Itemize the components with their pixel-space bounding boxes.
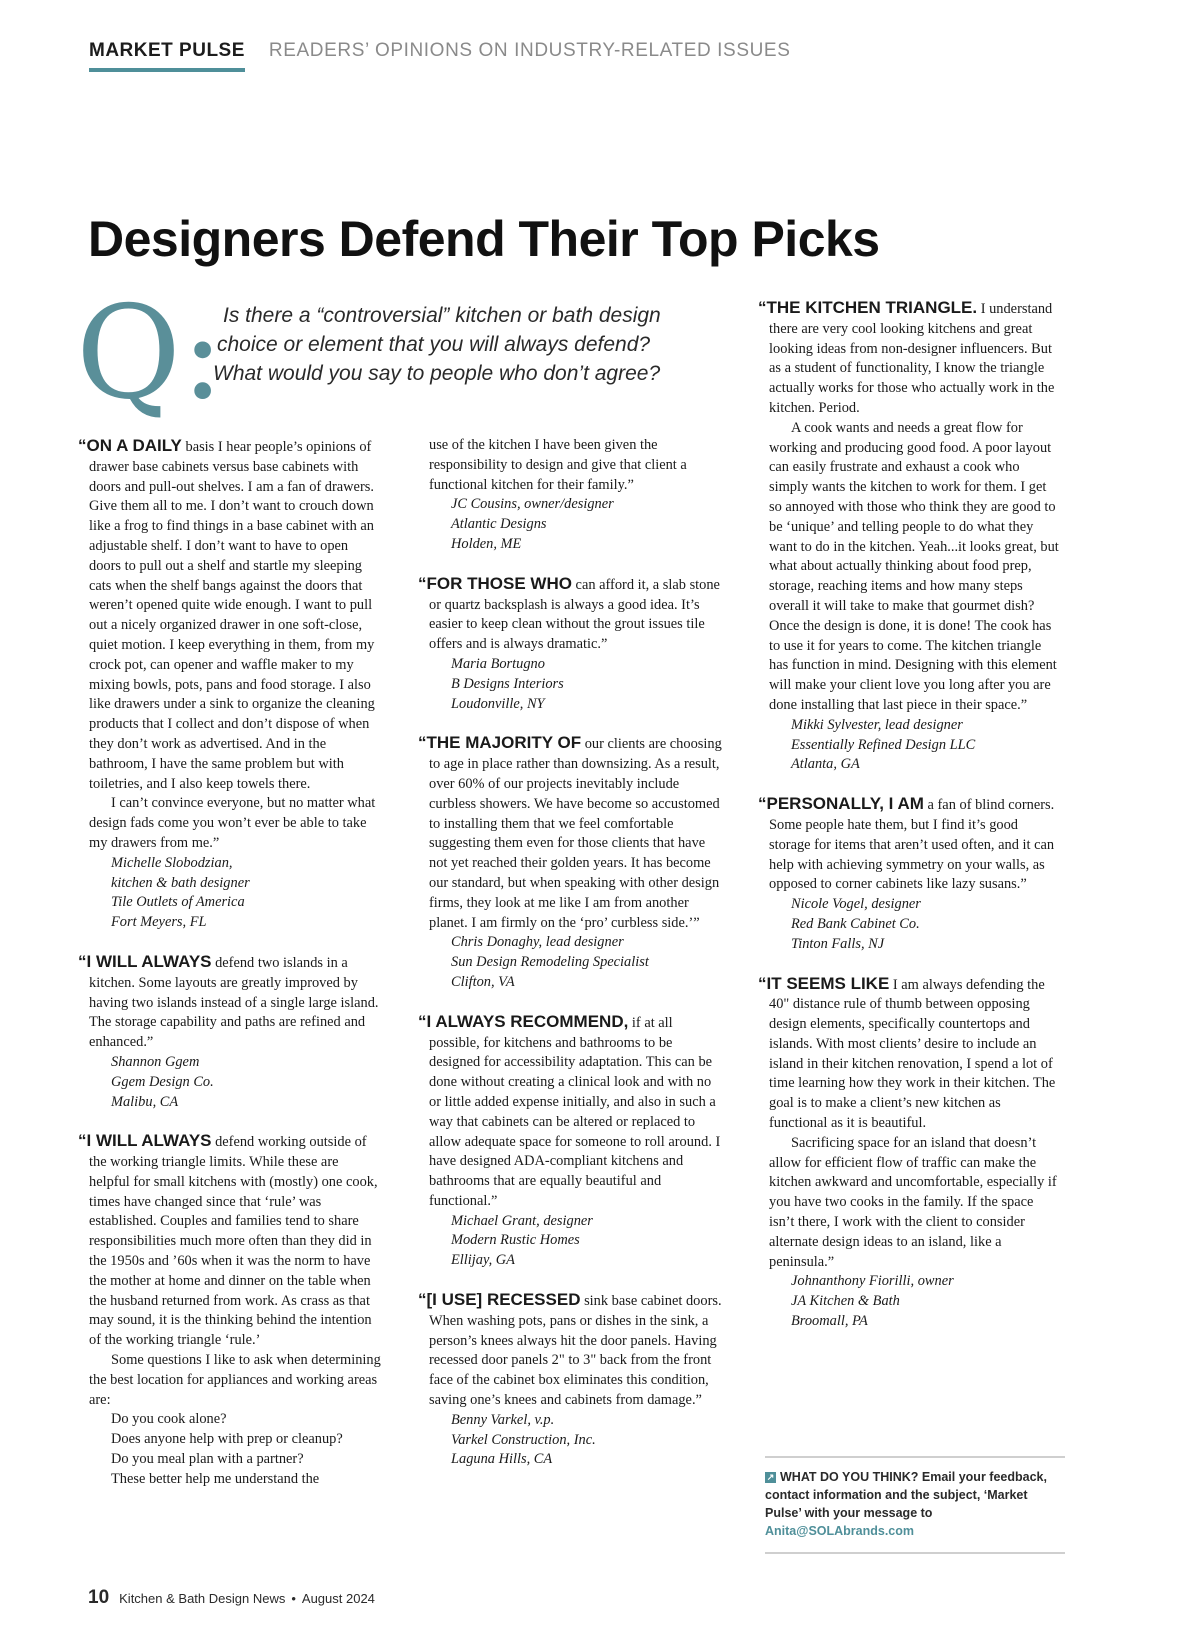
feedback-text: Email your feedback, contact information and the subject, ‘Market Pulse’ with your message to [765,1470,1047,1520]
quote-lead: “THE MAJORITY OF [418,733,582,753]
quote-body: Some questions I like to ask when determining the best location for appliances and working areas are: [89,1352,381,1408]
quote-lead: “[I USE] RECESSED [418,1290,581,1310]
feedback-email-link[interactable]: Anita@SOLAbrands.com [765,1524,915,1538]
quote-body: I can’t convince everyone, but no matter what design fads come you won’t ever be able to take my drawers from me.” [89,795,376,851]
quote-block [418,1012,722,1271]
attribution-line: Johnanthony Fiorilli, owner [791,1273,954,1290]
quote-lead: “I WILL ALWAYS [78,951,212,971]
attribution-line: Ggem Design Co. [111,1073,214,1090]
quote-block [418,574,722,715]
quote-attribution [78,854,382,933]
attribution-line: Laguna Hills, CA [451,1451,553,1468]
quote-lead: “FOR THOSE WHO [418,573,572,593]
attribution-line: Tinton Falls, NJ [791,935,885,952]
attribution-line: Holden, ME [451,535,522,552]
footer-separator: • [291,1591,296,1606]
question-line: Is there a “controversial” kitchen or bath design [223,304,661,327]
page-number: 10 [88,1587,110,1608]
quote-block [758,974,1062,1332]
publication-name: Kitchen & Bath Design News [119,1591,286,1606]
quote-block [78,436,382,933]
quote-body: A cook wants and needs a great flow for working and producing good food. A poor layout can easily frustrate and exhaust a cook who simply wants the kitchen to work for them. I get so annoyed with those who think they are good to be ‘unique’ and telling people to do what they want to do in the kitchen. Yeah...it looks great, but what about actually thinking about food prep, storage, reaching items and how many steps overall it will take to make that gourmet dish? Once the design is done, it is done! The cook has to use it for years to come. The kitchen triangle has function in mind. Designing with this element will make your client love you long after you are done installing that last piece in their space.” [769,419,1059,713]
quote-body: our clients are choosing to age in place rather than downsizing. As a result, over 60% of our projects inevitably include curbless showers. We have become so accustomed to installing them that we feel comfortable suggesting them even for those clients that have not yet reached their golden years. It has become our standard, but when speaking with other design firms, they look at me like I am from another planet. I am firmly on the ‘pro’ curbless side.’” [429,736,722,931]
attribution-line: kitchen & bath designer [111,874,250,891]
quote-body: can afford it, a slab stone or quartz backsplash is always a good idea. It’s easier to keep clean without the grout issues tile offers and is always dramatic.” [429,576,720,653]
section-subtitle: READERS’ OPINIONS ON INDUSTRY-RELATED ISSUES [268,40,791,61]
issue-date: August 2024 [301,1591,375,1606]
feedback-callout [765,1456,1065,1554]
quote-lead: “THE KITCHEN TRIANGLE. [758,298,978,317]
quote-block [758,794,1062,954]
quote-body: Sacrificing space for an island that doesn’t allow for efficient flow of traffic can make the kitchen awkward and uncomfortable, especially if you have two cooks in the family. If the space isn’t there, I work with the client to consider alternate design ideas to an island, like a peninsula.” [769,1134,1057,1270]
attribution-line: Ellijay, GA [451,1252,515,1269]
question-line: choice or element that you will always defend? [217,333,651,356]
quote-attribution [758,716,1062,775]
article-headline: Designers Defend Their Top Picks [88,211,880,267]
attribution-line: Benny Varkel, v.p. [451,1411,555,1428]
attribution-line: Michelle Slobodzian, [111,854,233,871]
question-list-item: These better help me understand the [111,1470,320,1487]
quote-body: defend two islands in a kitchen. Some layouts are greatly improved by having two islands instead of a single large island. The storage capability and paths are refined and enhanced.” [89,954,379,1051]
section-label: MARKET PULSE [89,40,245,72]
quote-body: defend working outside of the working triangle limits. While these are helpful for small kitchens with (mostly) one cook, times have changed since that ‘rule’ was established. Couples and families tend to share responsibilities much more often than they did in the 1950s and ’60s when it was the norm to have the mother at home and dinner on the table when the husband returned from work. As crass as that may sound, it is the thinking behind the intention of the working triangle ‘rule.’ [89,1134,378,1349]
quote-attribution [758,895,1062,954]
attribution-line: Mikki Sylvester, lead designer [791,716,963,733]
attribution-line: Shannon Ggem [111,1053,200,1070]
question-line: What would you say to people who don’t agree? [213,362,661,385]
question-text [213,301,713,388]
quote-continuation: use of the kitchen I have been given the responsibility to design and give that client a functional kitchen for their family.” [429,437,687,493]
attribution-line: Tile Outlets of America [111,894,245,911]
attribution-line: Maria Bortugno [451,655,545,672]
quote-block [418,1290,722,1470]
attribution-line: Loudonville, NY [451,695,545,712]
quote-body: if at all possible, for kitchens and bathrooms to be designed for accessibility adaptation. This can be done without creating a clinical look and with no or little added expense initially, and also in such a way that cabinets can be altered or replaced to allow adequate space for someone to roll around. I have designed ADA-compliant kitchens and bathrooms that are equally beautiful and functional.” [429,1014,721,1209]
quote-body: a fan of blind corners. Some people hate them, but I find it’s good storage for items that aren’t used often, and it can help with achieving symmetry on your walls, as opposed to corner cabinets like lazy susans.” [769,797,1055,893]
column-3 [758,298,1062,1351]
page-footer [88,1587,375,1609]
feedback-lead: WHAT DO YOU THINK? [780,1470,919,1484]
question-glyph: Q: [76,279,225,428]
question-list-item: Does anyone help with prep or cleanup? [111,1431,343,1448]
attribution-line: Michael Grant, designer [451,1212,593,1229]
attribution-line: Varkel Construction, Inc. [451,1431,596,1448]
arrow-icon: ↗ [766,1472,775,1483]
quote-body: I am always defending the 40" distance rule of thumb between opposing design elements, specifically countertops and islands. With most clients’ desire to include an island in their kitchen renovation, I spend a lot of time learning how they work in their kitchen. The goal is to make a client’s new kitchen as functional as it is beautiful. [769,976,1056,1132]
column-2 [418,436,722,1489]
quote-block [78,952,382,1112]
attribution-line: Fort Meyers, FL [111,914,207,931]
quote-body: sink base cabinet doors. When washing pots, pans or dishes in the sink, a person’s knees always hit the door panels. Having recessed door panels 2" to 3" back from the front face of the cabinet box eliminates this condition, saving one’s knees and cabinets from damage.” [429,1293,722,1409]
quote-attribution [418,933,722,992]
quote-block [78,1131,382,1489]
attribution-line: Modern Rustic Homes [451,1232,580,1249]
attribution-line: Essentially Refined Design LLC [791,736,976,753]
attribution-line: Atlanta, GA [791,756,860,773]
question-list-item: Do you cook alone? [111,1411,227,1428]
quote-attribution [758,1272,1062,1331]
quote-block [758,298,1062,775]
attribution-line: Red Bank Cabinet Co. [791,915,920,932]
attribution-line: Nicole Vogel, designer [791,896,921,913]
attribution-line: Clifton, VA [451,973,515,990]
quote-body: basis I hear people’s opinions of drawer base cabinets versus base cabinets with doors and pull-out shelves. I am a fan of drawers. Give them all to me. I don’t want to crouch down like a frog to find things in a base cabinet with an adjustable shelf. I don’t want to have to open doors to pull out a shelf and startle my sleeping cats when the shelf bangs against the doors that weren’t opened quite wide enough. I want to pull out a nicely organized drawer in one soft-close, quiet motion. I keep everything in them, from my crock pot, can opener and waffle maker to my mixing bowls, pots, pans and food storage. I also like drawers under a sink to organize the cleaning products that I collect and don’t dispose of when they don’t work as advertised. And in the bathroom, I have the same problem but with toiletries, and I also keep towels there. [89,439,375,792]
quote-attribution [418,655,722,714]
attribution-line: Broomall, PA [791,1313,868,1330]
quote-attribution [78,1053,382,1112]
question-list-item: Do you meal plan with a partner? [111,1451,304,1468]
quote-attribution [418,1411,722,1470]
attribution-line: Malibu, CA [111,1093,179,1110]
attribution-line: Atlantic Designs [451,516,547,533]
quote-lead: “I ALWAYS RECOMMEND, [418,1011,629,1031]
quote-lead: “ON A DAILY [78,436,182,455]
quote-lead: “I WILL ALWAYS [78,1131,212,1151]
quote-attribution [418,1212,722,1271]
attribution-line: B Designs Interiors [451,675,564,692]
quote-body: I understand there are very cool looking kitchens and great looking ideas from non-designer influencers. But as a student of functionality, I know the triangle actually works for those who actually work in the kitchen. Period. [769,301,1055,416]
page-header [89,40,790,72]
quote-attribution [418,495,722,554]
quote-block [418,436,722,555]
quote-lead: “IT SEEMS LIKE [758,973,890,993]
quote-lead: “PERSONALLY, I AM [758,794,924,814]
attribution-line: Sun Design Remodeling Specialist [451,954,649,971]
attribution-line: JA Kitchen & Bath [791,1293,900,1310]
attribution-line: JC Cousins, owner/designer [451,496,614,513]
attribution-line: Chris Donaghy, lead designer [451,934,624,951]
column-1 [78,436,382,1509]
quote-block [418,733,722,992]
